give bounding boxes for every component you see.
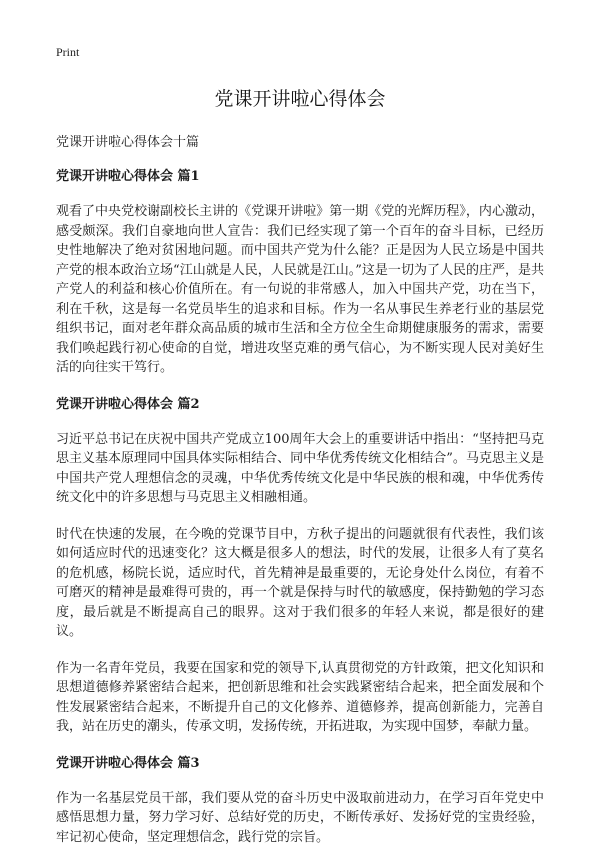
document-subtitle: 党课开讲啦心得体会十篇	[56, 134, 544, 152]
page-title: 党课开讲啦心得体会	[56, 86, 544, 112]
section-2-paragraph-1: 习近平总书记在庆祝中国共产党成立100周年大会上的重要讲话中指出：“坚持把马克思主义基本原理同中国具体实际相结合、同中华优秀传统文化相结合”。马克思主义是中国共产党人理想信念的灵魂，中华优秀传统文化是中华民族的根和魂，中华优秀传统文化中的许多思想与马克思主义相融相通。	[56, 430, 544, 508]
section-heading-1: 党课开讲啦心得体会 篇1	[56, 168, 544, 186]
section-2-paragraph-2: 时代在快速的发展，在今晚的党课节目中，方秋子提出的问题就很有代表性，我们该如何适应时代的迅速变化？这大概是很多人的想法，时代的发展，让很多人有了莫名的危机感，杨院长说，适应时代，首先精神是最重要的，无论身处什么岗位，有着不可磨灭的精神是最难得可贵的，再一个就是保持与时代的敏感度，保持勤勉的学习态度，最后就是不断提高自己的眼界。这对于我们很多的年轻人来说，都是很好的建议。	[56, 525, 544, 642]
section-3-paragraph-1: 作为一名基层党员干部，我们要从党的奋斗历史中汲取前进动力，在学习百年党史中感悟思想力量，努力学习好、总结好党的历史，不断传承好、发扬好党的宝贵经验，牢记初心使命，坚定理想信念，践行党的宗旨。	[56, 789, 544, 847]
section-1-paragraph-1: 观看了中央党校谢副校长主讲的《党课开讲啦》第一期《党的光辉历程》，内心激动，感受颇深。我们自豪地向世人宣告：我们已经实现了第一个百年的奋斗目标，已经历史性地解决了绝对贫困地问题。而中国共产党为什么能？正是因为人民立场是中国共产党的根本政治立场“江山就是人民，人民就是江山。”这是一切为了人民的庄严，是共产党人的利益和核心价值所在。有一句说的非常感人，加入中国共产党，功在当下，利在千秋，这是每一名党员毕生的追求和目标。作为一名从事民生养老行业的基层党组织书记，面对老年群众高品质的城市生活和全方位全生命期健康服务的需求，需要我们唤起践行初心使命的自觉，增进攻坚克难的勇气信心，为不断实现人民对美好生活的向往实干笃行。	[56, 202, 544, 378]
print-link[interactable]: Print	[56, 44, 96, 60]
section-2-paragraph-3: 作为一名青年党员，我要在国家和党的领导下,认真贯彻党的方针政策，把文化知识和思想道德修养紧密结合起来，把创新思维和社会实践紧密结合起来，把全面发展和个性发展紧密结合起来，不断提升自己的文化修养、道德修养，提高创新能力，完善自我，站在历史的潮头，传承文明，发扬传统，开拓进取，为实现中国梦，奉献力量。	[56, 659, 544, 737]
section-heading-3: 党课开讲啦心得体会 篇3	[56, 755, 544, 773]
section-heading-2: 党课开讲啦心得体会 篇2	[56, 396, 544, 414]
